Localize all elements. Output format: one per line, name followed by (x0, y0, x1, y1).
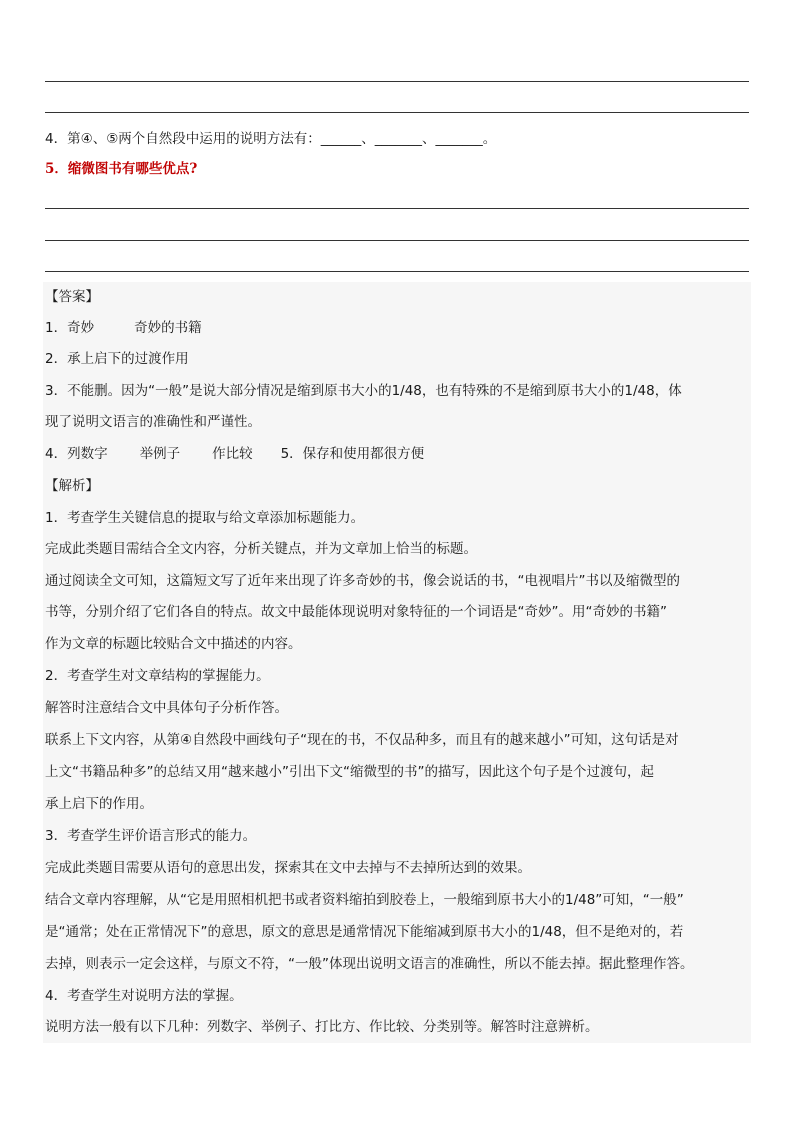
answer-3-line-1: 3．不能删。因为“一般”是说大部分情况是缩到原书大小的1/48，也有特殊的不是缩到原书大小的1/48，体 (45, 383, 682, 399)
analysis-line: 完成此类题目需结合全文内容，分析关键点，并为文章加上恰当的标题。 (45, 541, 477, 557)
answer-4-5 (45, 444, 751, 464)
answer-line (45, 271, 749, 272)
answer-3-line-2: 现了说明文语言的准确性和严谨性。 (45, 414, 261, 430)
analysis-line: 通过阅读全文可知，这篇短文写了近年来出现了许多奇妙的书，像会说话的书，“电视唱片”书以及缩微型的 (45, 573, 680, 589)
answer-4-method-1: 4．列数字 (45, 446, 108, 462)
analysis-line: 3．考查学生评价语言形式的能力。 (45, 828, 257, 844)
analysis-line: 说明方法一般有以下几种：列数字、举例子、打比方、作比较、分类别等。解答时注意辨析。 (45, 1019, 599, 1035)
answer-2: 2．承上启下的过渡作用 (45, 351, 189, 367)
analysis-line: 上文“书籍品种多”的总结又用“越来越小”引出下文“缩微型的书”的描写，因此这个句子是个过渡句，起 (45, 764, 654, 780)
answer-line (45, 208, 749, 209)
answer-line (45, 112, 749, 113)
analysis-line: 是“通常；处在正常情况下”的意思，原文的意思是通常情况下能缩减到原书大小的1/48，但不是绝对的，若 (45, 924, 684, 940)
answer-4-method-3: 作比较 (212, 446, 253, 462)
answer-1 (45, 318, 751, 338)
answer-4-method-2: 举例子 (139, 446, 181, 462)
answer-5: 5．保存和使用都很方便 (280, 446, 425, 462)
analysis-line: 完成此类题目需要从语句的意思出发，探索其在文中去掉与不去掉所达到的效果。 (45, 860, 531, 876)
analysis-line: 1．考查学生关键信息的提取与给文章添加标题能力。 (45, 510, 365, 526)
question-5: 5．缩微图书有哪些优点? (45, 161, 198, 177)
analysis-line: 4．考查学生对说明方法的掌握。 (45, 988, 243, 1004)
question-4: 4．第④、⑤两个自然段中运用的说明方法有：______、_______、_______。 (45, 131, 497, 147)
analysis-line: 联系上下文内容，从第④自然段中画线句子“现在的书，不仅品种多，而且有的越来越小”可知，这句话是对 (45, 732, 679, 748)
analysis-line: 解答时注意结合文中具体句子分析作答。 (45, 700, 288, 716)
analysis-heading: 【解析】 (45, 478, 99, 494)
analysis-line: 书等，分别介绍了它们各自的特点。故文中最能体现说明对象特征的一个词语是“奇妙”。用“奇妙的书籍” (45, 604, 667, 620)
answer-1-title: 奇妙的书籍 (134, 320, 202, 336)
answer-line (45, 240, 749, 241)
analysis-line: 去掉，则表示一定会这样，与原文不符，“一般”体现出说明文语言的准确性，所以不能去掉。据此整理作答。 (45, 956, 694, 972)
analysis-line: 结合文章内容理解，从“它是用照相机把书或者资料缩拍到胶卷上，一般缩到原书大小的1/48”可知，“一般” (45, 892, 684, 908)
answer-heading: 【答案】 (45, 289, 99, 305)
answer-1-word: 1．奇妙 (45, 320, 95, 336)
analysis-line: 作为文章的标题比较贴合文中描述的内容。 (45, 636, 302, 652)
analysis-line: 承上启下的作用。 (45, 796, 153, 812)
answer-line (45, 81, 749, 82)
analysis-line: 2．考查学生对文章结构的掌握能力。 (45, 668, 270, 684)
